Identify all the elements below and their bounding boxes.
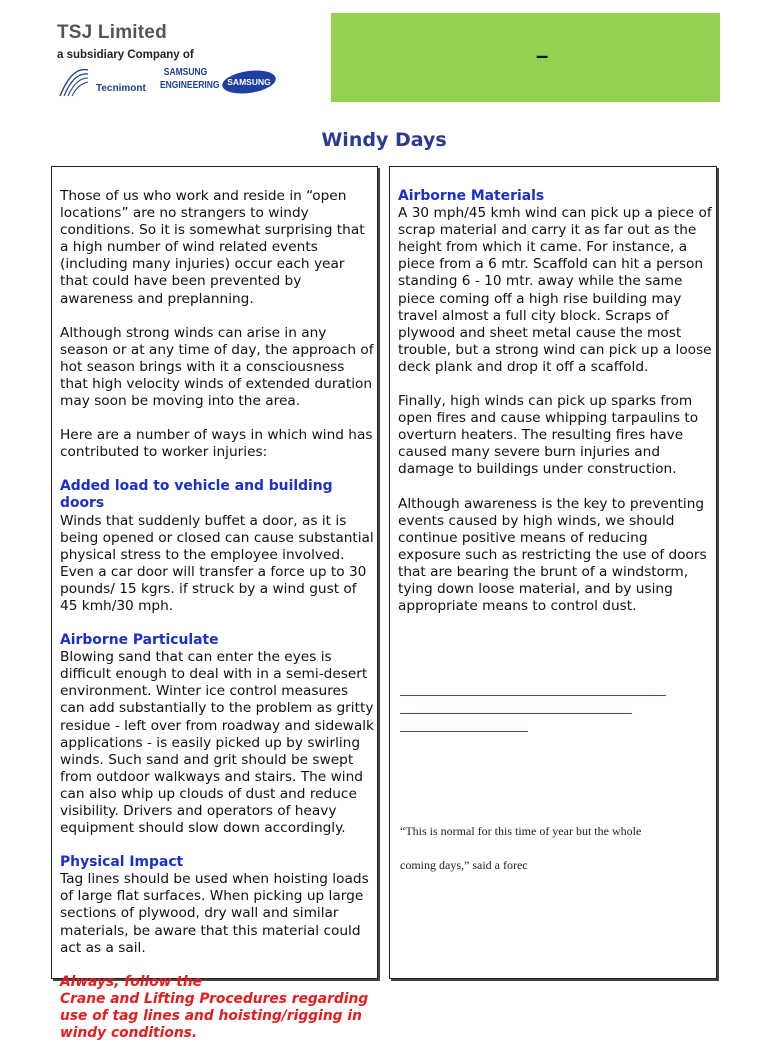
- page-title: Windy Days: [321, 129, 447, 151]
- header-box-text: –: [536, 43, 549, 68]
- tecnimont-logo: [58, 66, 158, 98]
- company-name: TSJ Limited: [57, 22, 167, 43]
- right-column: [389, 166, 717, 979]
- samsung-engineering-line2: ENGINEERING: [160, 80, 220, 91]
- section-body-airborne-particulate: Blowing sand that can enter the eyes is difficult enough to deal with in a semi-desert environment. Winter ice control measures can add substantially to the problem as gritty residue - left over from roadway and sidewalk applications - is easily picked up by swirling winds. Such sand and grit should be swept from outdoor walkways and stairs. The wind can also whip up clouds of dust and reduce visibility. Drivers and operators of heavy equipment should slow down accordingly.: [60, 649, 374, 837]
- samsung-engineering-logo: [160, 66, 220, 92]
- empty-hyperlink-lines: [400, 695, 666, 749]
- left-column: [51, 166, 378, 1042]
- samsung-logo-text: SAMSUNG: [227, 77, 271, 87]
- quote-block: [400, 814, 710, 882]
- samsung-logo: [221, 69, 277, 99]
- tecnimont-arch-icon: [58, 66, 94, 98]
- right-column-content: [398, 188, 712, 632]
- quote-line-2: coming days,” said a forec: [400, 858, 528, 872]
- section-body-physical-impact: Tag lines should be used when hoisting loads of large flat surfaces. When picking up large sections of plywood, dry wall and similar materials, be aware that this material could act as a sail.: [60, 871, 369, 956]
- tecnimont-logo-text: Tecnimont: [96, 83, 146, 94]
- intro-paragraph-2: Although strong winds can arise in any season or at any time of day, the approach of hot season brings with it a consciousness that high velocity winds of extended duration may soon be moving into the area.: [60, 324, 374, 410]
- section-heading-vehicle-doors: Added load to vehicle and building doors: [60, 478, 333, 512]
- header-green-box: [331, 13, 720, 102]
- section-heading-physical-impact: Physical Impact: [60, 854, 184, 871]
- safety-warning-line1: Always, follow the: [60, 973, 203, 990]
- subsidiary-text: a subsidiary Company of: [57, 49, 194, 61]
- section-body-airborne-materials: A 30 mph/45 kmh wind can pick up a piece of scrap material and carry it as far out as the height from which it came. For instance, a piece from a 6 mtr. Scaffold can hit a person standing 6 - 10 mtr. away while the same piece coming off a high rise building may travel almost a full city block. Scraps of plywood and sheet metal cause the most trouble, but a strong wind can pick up a loose deck plank and drop it off a scaffold.: [398, 205, 712, 375]
- paragraph-fires: Finally, high winds can pick up sparks from open fires and cause whipping tarpaulins to overturn heaters. The resulting fires have caused many severe burn injuries and damage to buildings under construction.: [398, 393, 699, 478]
- safety-warning: [60, 974, 374, 1042]
- samsung-engineering-line1: SAMSUNG: [163, 67, 208, 78]
- hyperlink-underline-1[interactable]: [400, 695, 666, 696]
- safety-warning-line2: Crane and Lifting Procedures regarding use of tag lines and hoisting/rigging in windy conditions.: [60, 990, 369, 1042]
- quote-line-1: “This is normal for this time of year but the whole: [400, 824, 642, 838]
- paragraph-awareness: Although awareness is the key to preventing events caused by high winds, we should continue positive means of reducing exposure such as restricting the use of doors that are bearing the brunt of a windstorm, tying down loose material, and by using appropriate means to control dust.: [398, 495, 707, 615]
- section-body-vehicle-doors: Winds that suddenly buffet a door, as it is being opened or closed can cause substantial physical stress to the employee involved. Even a car door will transfer a force up to 30 pounds/ 15 kgrs. if struck by a wind gust of 45 kmh/30 mph.: [60, 512, 374, 614]
- intro-paragraph-3: Here are a number of ways in which wind has contributed to worker injuries:: [60, 427, 373, 461]
- left-column-content: [60, 188, 374, 1042]
- intro-paragraph-1: Those of us who work and reside in “open locations” are no strangers to windy conditions. So it is somewhat surprising that a high number of wind related events (including many injuries) occur each year that could have been prevented by awareness and preplanning.: [60, 188, 365, 307]
- hyperlink-underline-2[interactable]: [400, 713, 632, 714]
- section-heading-airborne-particulate: Airborne Particulate: [60, 632, 219, 649]
- hyperlink-underline-3[interactable]: [400, 731, 528, 732]
- section-heading-airborne-materials: Airborne Materials: [398, 188, 545, 204]
